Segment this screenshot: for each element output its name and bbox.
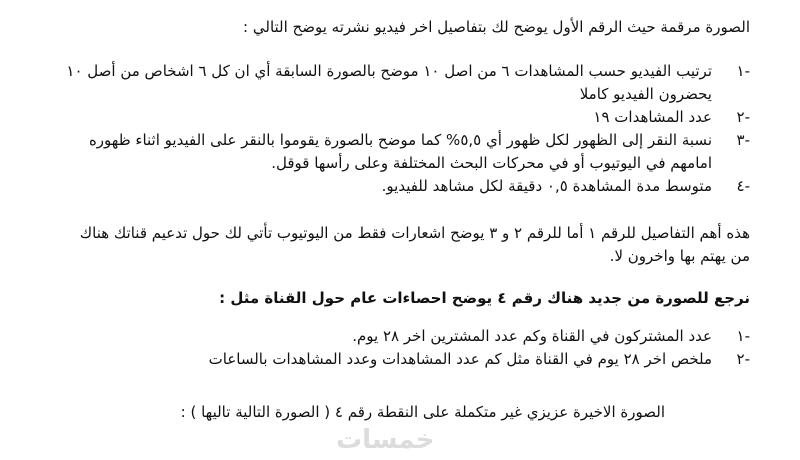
closing-text: الصورة الاخيرة عزيزي غير متكملة على النقطة رقم ٤ ( الصورة التالية تاليها ) : [180,403,665,421]
list-item-text: نسبة النقر إلى الظهور لكل ظهور أي ٥,٥% كما موضح بالصورة يقوموا بالنقر على الفيديو اثناء ظهوره امامهم في اليوتيوب أو في محركات البحث المختلفة وعلى رأسها قوقل. [88,131,712,172]
summary-paragraph: هذه أهم التفاصيل للرقم ١ أما للرقم ٢ و ٣ يوضح اشعارات فقط من اليوتيوب تأتي لك حول تدعيم قناتك هناك من يهتم بها واخرون لا. [79,224,750,265]
intro-text: الصورة مرقمة حيث الرقم الأول يوضح لك بتفاصيل اخر فيديو نشرته يوضح التالي : [243,18,750,36]
list-item-number: -٤ [736,177,750,195]
list-item [62,60,750,106]
list-item-number: -٢ [736,350,750,368]
list-item-number: -٣ [736,131,750,149]
list-item [62,325,750,348]
list-item-text: عدد المشاهدات ١٩ [593,108,712,126]
list-item-text: ملخص اخر ٢٨ يوم في القناة مثل كم عدد المشاهدات وعدد المشاهدات بالساعات [208,350,712,368]
details-list [62,60,750,198]
list-item [62,129,750,175]
list-item-number: -١ [736,62,750,80]
list-item [62,175,750,198]
list-item-text: متوسط مدة المشاهدة ٠,٥ دقيقة لكل مشاهد للفيديو. [381,177,712,195]
section-heading: نرجع للصورة من جديد هناك رقم ٤ يوضح احصاءات عام حول القناة مثل : [219,289,750,307]
stats-list [62,325,750,371]
list-item-text: ترتيب الفيديو حسب المشاهدات ٦ من اصل ١٠ موضح بالصورة السابقة أي ان كل ٦ اشخاص من أصل ١٠ يحضرون الفيديو كاملا [66,62,712,103]
list-item-text: عدد المشتركون في القناة وكم عدد المشترين اخر ٢٨ يوم. [352,327,712,345]
list-item-number: -٢ [736,108,750,126]
list-item [62,106,750,129]
list-item-number: -١ [736,327,750,345]
khamsat-watermark: خمسات [336,425,435,455]
list-item [62,348,750,371]
